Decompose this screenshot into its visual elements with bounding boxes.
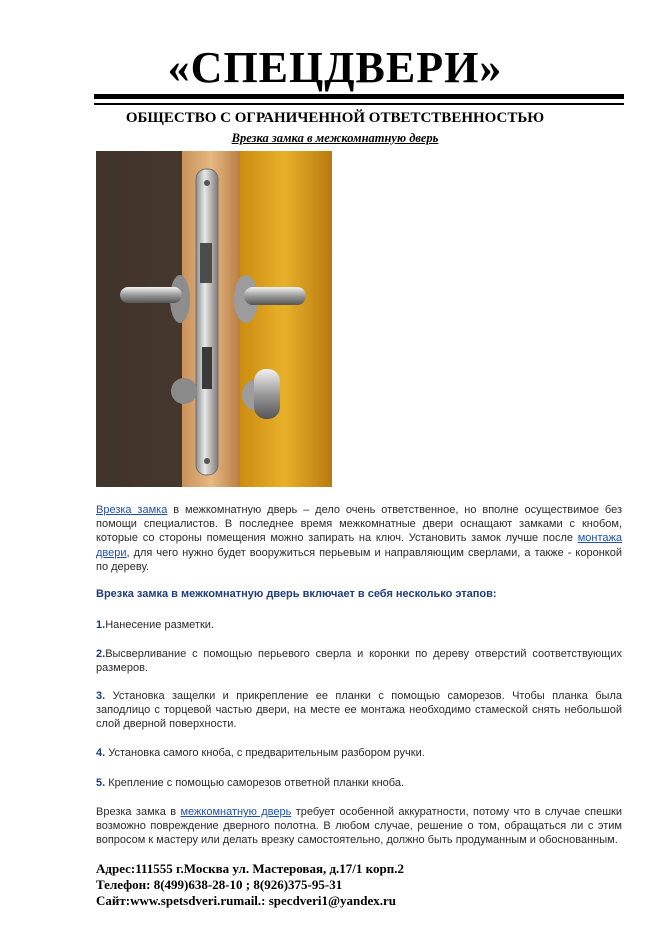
- step-number: 3.: [96, 690, 106, 702]
- article-subtitle: Врезка замка в межкомнатную дверь: [231, 131, 439, 145]
- step-4: [96, 746, 622, 760]
- step-1: [96, 618, 622, 632]
- step-text: Установка самого кноба, с предварительным разбором ручки.: [105, 747, 425, 759]
- step-number: 1.: [96, 619, 106, 631]
- header-rule-thick: [94, 94, 624, 99]
- link-lock-install[interactable]: Врезка замка: [96, 504, 168, 516]
- footer-address: Адрес:111555 г.Москва ул. Мастеровая, д.17/1 корп.2: [96, 861, 404, 876]
- link-door-install[interactable]: монтажа двери: [96, 532, 622, 559]
- footer-site: Сайт:www.spetsdveri.rumail.: specdveri1@yandex.ru: [96, 893, 397, 908]
- door-lock-photo: [96, 151, 332, 487]
- step-3: [96, 689, 622, 732]
- intro-paragraph: [96, 503, 622, 574]
- closing-text-2: требует особенной аккуратности, потому что в случае спешки возможно повреждение дверного полотна. В любом случае, решение о том, обращаться ли с этим вопросом к мастеру или делать врезку самостоятельно, должно быть продуманным и обоснованным.: [96, 806, 622, 847]
- step-5: [96, 776, 622, 790]
- intro-text-1: в межкомнатную дверь – дело очень ответственное, но вполне осуществимое без помощи специалистов. В последнее время межкомнатные двери оснащают замками с кнобом, которые со стороны помещения можно запирать на ключ. Установить замок лучше после: [96, 504, 622, 545]
- step-number: 4.: [96, 747, 106, 759]
- step-text: Нанесение разметки.: [105, 619, 214, 631]
- closing-paragraph: [96, 805, 622, 848]
- step-number: 2.: [96, 648, 106, 660]
- footer-phone: Телефон: 8(499)638-28-10 ; 8(926)375-95-31: [96, 877, 343, 892]
- steps-heading: Врезка замка в межкомнатную дверь включает в себя несколько этапов:: [96, 588, 497, 600]
- closing-text-1: Врезка замка в: [96, 806, 181, 818]
- step-number: 5.: [96, 777, 106, 789]
- step-text: Крепление с помощью саморезов ответной планки кноба.: [105, 777, 405, 789]
- org-type: ОБЩЕСТВО С ОГРАНИЧЕННОЙ ОТВЕТСТВЕННОСТЬЮ: [125, 110, 545, 126]
- step-2: [96, 647, 622, 675]
- intro-text-2: , для чего нужно будет вооружиться перьевым и направляющим сверлами, а также - коронкой по дереву.: [96, 546, 622, 573]
- step-text: Установка защелки и прикрепление ее планки с помощью саморезов. Чтобы планка была заподлицо с торцевой частью двери, на месте ее монтажа необходимо стамеской снять небольшой слой дверной поверхности.: [96, 690, 622, 731]
- step-text: Высверливание с помощью перьевого сверла и коронки по дереву отверстий соответствующих размеров.: [96, 648, 622, 675]
- page-title: «СПЕЦДВЕРИ»: [167, 43, 503, 92]
- header-rule-thin: [94, 103, 624, 105]
- link-interior-door[interactable]: межкомнатную дверь: [180, 806, 292, 818]
